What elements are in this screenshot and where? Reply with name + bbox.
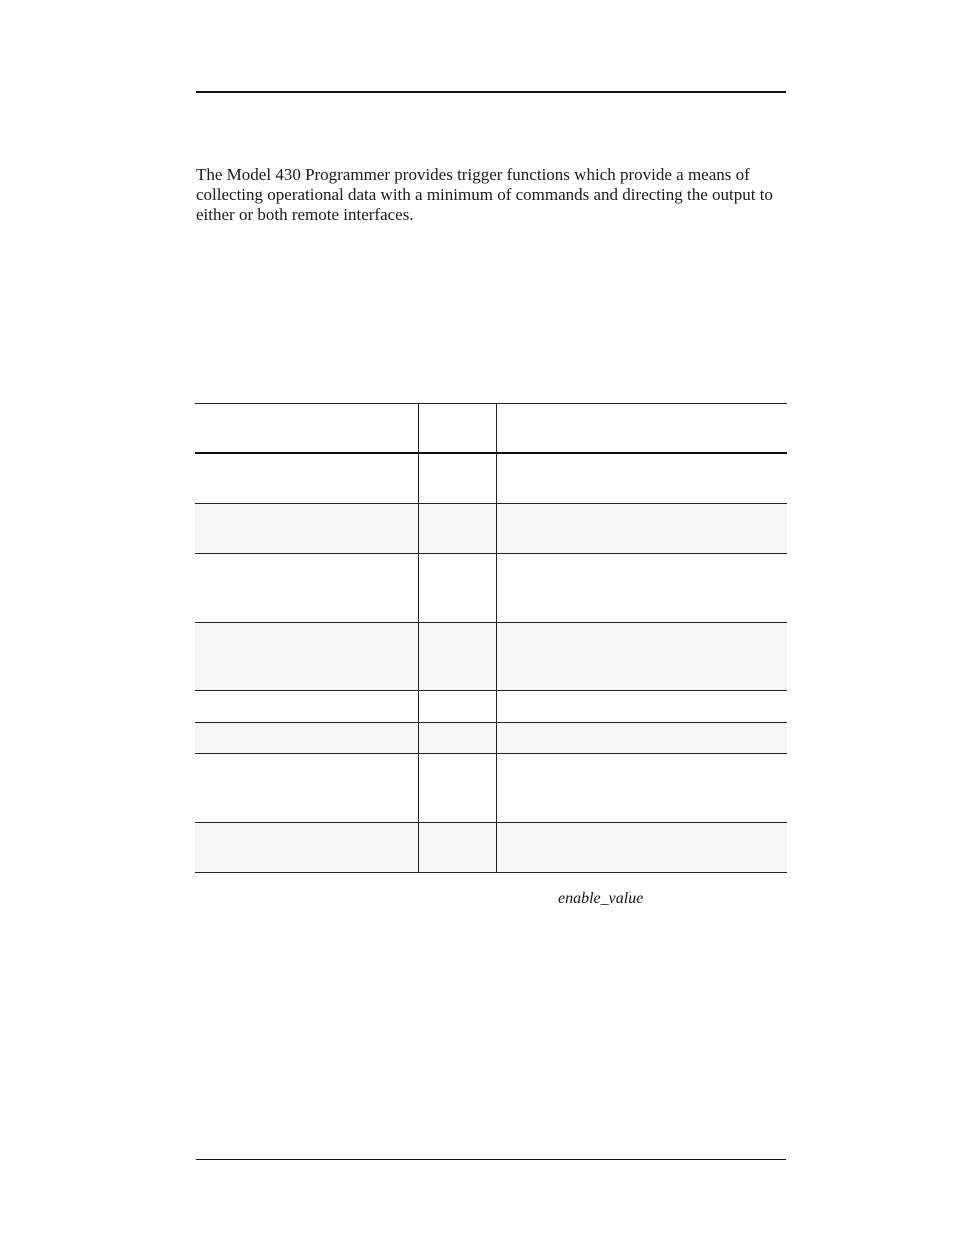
enable-value-term: enable_value: [558, 890, 644, 907]
table-cell: [497, 623, 787, 690]
header-cell-bit-name: [195, 404, 419, 452]
table-cell: [497, 823, 787, 872]
table-row: [195, 504, 787, 554]
table-row: [195, 723, 787, 754]
table-cell: [419, 623, 497, 690]
table-cell: [497, 754, 787, 822]
table-cell: [419, 754, 497, 822]
bottom-rule: [196, 1159, 786, 1160]
table-row: [195, 754, 787, 823]
table-row: [195, 691, 787, 723]
header-cell-bit-number: [419, 404, 497, 452]
table-cell: [195, 454, 419, 503]
table-cell: [195, 723, 419, 753]
table-cell: [419, 554, 497, 622]
table-row: [195, 454, 787, 504]
table-row: [195, 554, 787, 623]
table-cell: [497, 454, 787, 503]
top-rule: [196, 91, 786, 93]
trigger-bit-table: [195, 403, 787, 873]
table-cell: [419, 454, 497, 503]
table-cell: [195, 823, 419, 872]
table-cell: [195, 691, 419, 722]
table-header-row: [195, 404, 787, 454]
table-cell: [497, 691, 787, 722]
intro-paragraph: The Model 430 Programmer provides trigger functions which provide a means of collecting operational data with a minimum of commands and directing the output to either or both remote interfaces.: [196, 165, 773, 224]
table-cell: [195, 504, 419, 553]
table-cell: [419, 723, 497, 753]
table-cell: [497, 554, 787, 622]
header-cell-description: [497, 404, 787, 452]
table-cell: [419, 504, 497, 553]
table-cell: [497, 723, 787, 753]
table-cell: [419, 823, 497, 872]
table-row: [195, 623, 787, 691]
table-cell: [195, 623, 419, 690]
table-row: [195, 823, 787, 872]
table-cell: [195, 754, 419, 822]
table-cell: [195, 554, 419, 622]
table-cell: [497, 504, 787, 553]
table-cell: [419, 691, 497, 722]
